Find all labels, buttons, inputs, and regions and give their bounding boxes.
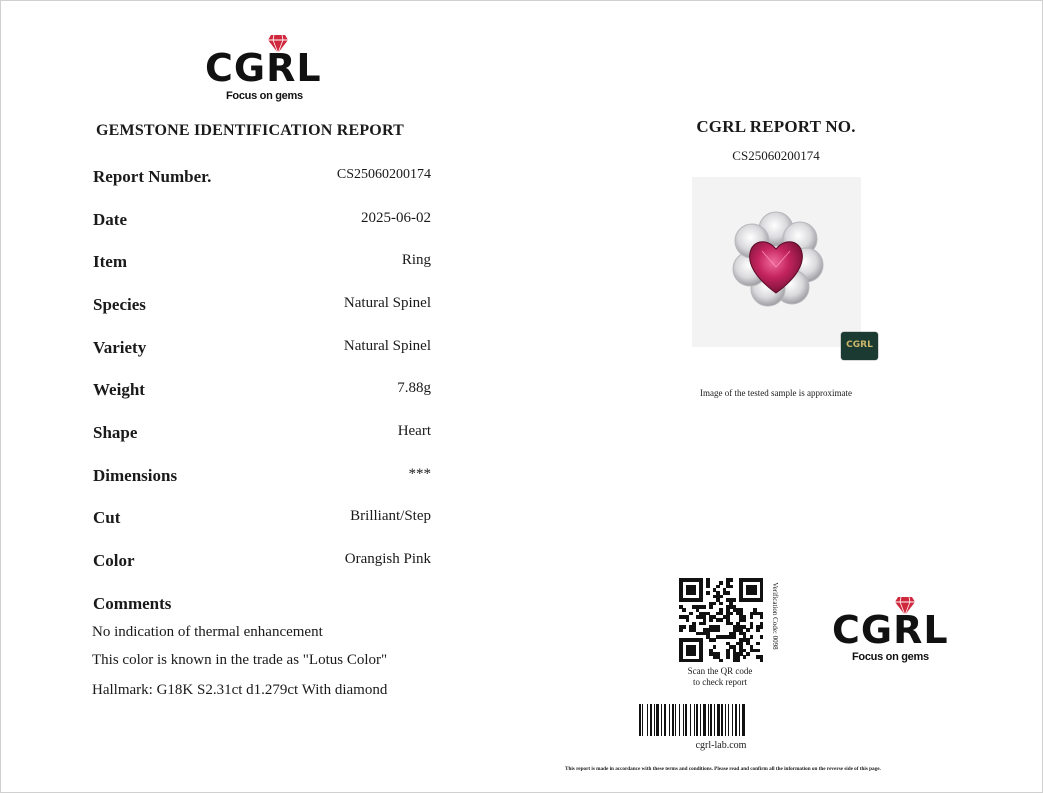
barcode-bar [683, 704, 684, 736]
row-label-report-number: Report Number. [93, 167, 212, 186]
row-label-shape: Shape [93, 423, 138, 442]
barcode-bar [656, 704, 659, 736]
row-label-cut: Cut [93, 508, 121, 527]
barcode-bar [685, 704, 687, 736]
qr-module [733, 635, 737, 639]
qr-module [743, 618, 747, 622]
qr-module [760, 625, 764, 629]
barcode-bar [721, 704, 723, 736]
barcode-bar [675, 704, 676, 736]
cgrl-stamp [841, 332, 878, 360]
row-label-weight: Weight [93, 380, 145, 399]
qr-module [713, 645, 717, 649]
logo-wordmark: CGRL [832, 608, 949, 652]
qr-module [756, 628, 760, 632]
qr-module [760, 635, 764, 639]
barcode-bar [714, 704, 715, 736]
qr-module [692, 652, 696, 656]
qr-module [703, 605, 707, 609]
row-label-item: Item [93, 252, 127, 271]
qr-module [753, 591, 757, 595]
detail-row [93, 167, 431, 191]
verification-code: Verification Code: 0098 [771, 582, 779, 650]
barcode-bar [694, 704, 695, 736]
qr-module [733, 598, 737, 602]
barcode-bar [642, 704, 643, 736]
qr-module [713, 602, 717, 606]
qr-module [682, 625, 686, 629]
row-value-report-number: CS25060200174 [336, 167, 431, 182]
barcode-bar [728, 704, 729, 736]
row-value-color: Orangish Pink [344, 551, 431, 567]
row-label-variety: Variety [93, 338, 147, 357]
report-no-label: CGRL REPORT NO. [696, 117, 856, 136]
qr-module [689, 612, 693, 616]
barcode-bar [710, 704, 712, 736]
row-value-variety: Natural Spinel [343, 338, 431, 354]
row-value-species: Natural Spinel [343, 295, 431, 311]
barcode-bar [717, 704, 720, 736]
qr-caption [660, 666, 780, 688]
logo-tagline: Focus on gems [226, 90, 303, 102]
qr-caption-line-2: to check report [693, 677, 747, 687]
qr-module [760, 615, 764, 619]
qr-module [699, 659, 703, 663]
row-label-species: Species [93, 295, 146, 314]
ring-image [692, 177, 861, 347]
qr-module [716, 628, 720, 632]
barcode [639, 704, 802, 736]
comment-line: This color is known in the trade as "Lotus Color" [92, 652, 388, 668]
barcode-bar [690, 704, 691, 736]
qr-module [686, 618, 690, 622]
row-label-color: Color [93, 551, 135, 570]
row-value-dimensions: *** [408, 466, 431, 482]
report-title: GEMSTONE IDENTIFICATION REPORT [96, 122, 405, 139]
qr-code [679, 578, 763, 662]
comment-line: No indication of thermal enhancement [92, 624, 323, 640]
detail-row [93, 210, 431, 234]
website: cgrl-lab.com [695, 740, 747, 751]
qr-module [719, 618, 723, 622]
row-label-dimensions: Dimensions [93, 466, 178, 485]
disclaimer: This report is made in accordance with these terms and conditions. Please read and confirm all the information on the reverse side of this page. [565, 766, 881, 772]
detail-row [93, 508, 431, 532]
barcode-bar [739, 704, 740, 736]
detail-row [93, 295, 431, 319]
report-no-value: CS25060200174 [732, 148, 820, 163]
qr-module [692, 591, 696, 595]
sample-photo [692, 177, 861, 347]
header-logo [205, 34, 320, 106]
qr-module [743, 655, 747, 659]
detail-row [93, 252, 431, 276]
footer-logo [832, 596, 947, 668]
barcode-bar [669, 704, 670, 736]
barcode-bar [708, 704, 709, 736]
qr-module [713, 638, 717, 642]
row-value-cut: Brilliant/Step [350, 508, 431, 524]
qr-module [756, 642, 760, 646]
barcode-bar [703, 704, 706, 736]
barcode-bar [650, 704, 652, 736]
detail-row [93, 551, 431, 575]
qr-caption-line-1: Scan the QR code [687, 666, 753, 676]
barcode-bar [664, 704, 666, 736]
qr-module [729, 585, 733, 589]
qr-module [736, 659, 740, 663]
qr-module [746, 652, 750, 656]
qr-module [760, 659, 764, 663]
barcode-bar [732, 704, 733, 736]
row-value-item: Ring [401, 252, 431, 268]
comments-label: Comments [93, 594, 172, 613]
qr-module [716, 585, 720, 589]
comment-line: Hallmark: G18K S2.31ct d1.279ct With diamond [92, 682, 388, 698]
qr-module [750, 625, 754, 629]
barcode-bar [700, 704, 701, 736]
row-label-date: Date [93, 210, 127, 229]
detail-row [93, 338, 431, 362]
qr-module [726, 591, 730, 595]
image-caption: Image of the tested sample is approximate [700, 388, 852, 398]
qr-module [729, 612, 733, 616]
qr-module [719, 602, 723, 606]
barcode-bar [654, 704, 655, 736]
barcode-bar [679, 704, 680, 736]
qr-module [709, 618, 713, 622]
qr-module [760, 598, 764, 602]
detail-row [93, 423, 431, 447]
barcode-bar [725, 704, 726, 736]
qr-module [703, 622, 707, 626]
barcode-bar [639, 704, 641, 736]
qr-module [709, 605, 713, 609]
barcode-bar [672, 704, 674, 736]
row-value-shape: Heart [397, 423, 431, 439]
qr-module [679, 628, 683, 632]
qr-module [719, 581, 723, 585]
qr-module [729, 578, 733, 582]
logo-wordmark: CGRL [205, 46, 322, 90]
detail-row [93, 380, 431, 404]
barcode-bar [735, 704, 737, 736]
qr-module [746, 628, 750, 632]
qr-module [726, 655, 730, 659]
qr-module [750, 635, 754, 639]
barcode-bar [647, 704, 648, 736]
qr-module [699, 598, 703, 602]
qr-module [706, 591, 710, 595]
qr-module [719, 595, 723, 599]
barcode-bar [742, 704, 745, 736]
qr-module [706, 585, 710, 589]
qr-module [719, 659, 723, 663]
qr-module [682, 608, 686, 612]
barcode-bar [696, 704, 698, 736]
qr-module [756, 649, 760, 653]
qr-module [750, 615, 754, 619]
row-value-weight: 7.88g [397, 380, 431, 396]
row-value-date: 2025-06-02 [361, 210, 431, 226]
logo-tagline: Focus on gems [852, 651, 929, 663]
detail-row [93, 466, 431, 490]
stamp-text: CGRL [846, 340, 873, 350]
barcode-bar [661, 704, 662, 736]
